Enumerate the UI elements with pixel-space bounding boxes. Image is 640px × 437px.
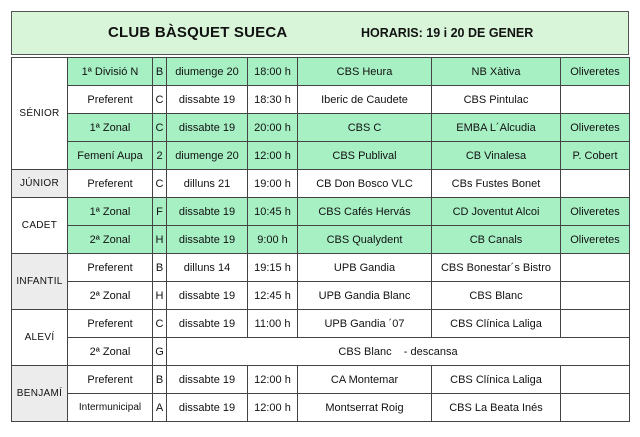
away-team-cell: NB Xàtiva (432, 58, 561, 86)
home-team-cell: UPB Gandia Blanc (298, 282, 432, 310)
day-cell: dilluns 14 (167, 254, 248, 282)
category-label: BENJAMÍ (12, 366, 68, 422)
league-cell: 1ª Zonal (68, 114, 153, 142)
group-cell: A (153, 394, 167, 422)
home-team-cell: CA Montemar (298, 366, 432, 394)
league-cell: Preferent (68, 86, 153, 114)
venue-cell: P. Cobert (561, 142, 630, 170)
time-cell: 18:30 h (248, 86, 298, 114)
away-team-cell: CBS Pintulac (432, 86, 561, 114)
table-row (12, 58, 630, 86)
time-cell: 20:00 h (248, 114, 298, 142)
day-cell: dissabte 19 (167, 86, 248, 114)
time-cell: 11:00 h (248, 310, 298, 338)
time-cell: 19:00 h (248, 170, 298, 198)
time-cell: 12:45 h (248, 282, 298, 310)
table-row (12, 198, 630, 226)
away-team-cell: CBs Fustes Bonet (432, 170, 561, 198)
time-cell: 12:00 h (248, 142, 298, 170)
bye-note: CBS Blanc - descansa (167, 338, 630, 366)
table-row (12, 226, 630, 254)
table-row (12, 86, 630, 114)
day-cell: dissabte 19 (167, 226, 248, 254)
league-cell: 2ª Zonal (68, 338, 153, 366)
away-team-cell: CB Canals (432, 226, 561, 254)
group-cell: H (153, 282, 167, 310)
day-cell: dissabte 19 (167, 310, 248, 338)
group-cell: B (153, 254, 167, 282)
day-cell: diumenge 20 (167, 58, 248, 86)
away-team-cell: CD Joventut Alcoi (432, 198, 561, 226)
group-cell: C (153, 310, 167, 338)
time-cell: 12:00 h (248, 366, 298, 394)
table-row (12, 394, 630, 422)
away-team-cell: EMBA L´Alcudia (432, 114, 561, 142)
home-team-cell: CB Don Bosco VLC (298, 170, 432, 198)
away-team-cell: CBS Clínica Laliga (432, 310, 561, 338)
category-label: SÉNIOR (12, 58, 68, 170)
day-cell: dilluns 21 (167, 170, 248, 198)
category-label: JÚNIOR (12, 170, 68, 198)
table-row (12, 170, 630, 198)
table-row (12, 114, 630, 142)
league-cell: Intermunicipal (68, 394, 153, 422)
away-team-cell: CBS Clínica Laliga (432, 366, 561, 394)
venue-cell (561, 170, 630, 198)
header-banner (11, 11, 629, 55)
venue-cell: Oliveretes (561, 58, 630, 86)
league-cell: Preferent (68, 310, 153, 338)
table-row (12, 254, 630, 282)
venue-cell (561, 366, 630, 394)
day-cell: dissabte 19 (167, 394, 248, 422)
group-cell: C (153, 170, 167, 198)
league-cell: 1ª Divisió N (68, 58, 153, 86)
schedule-sheet (11, 11, 629, 429)
home-team-cell: CBS Cafés Hervás (298, 198, 432, 226)
venue-cell (561, 282, 630, 310)
day-cell: diumenge 20 (167, 142, 248, 170)
home-team-cell: CBS C (298, 114, 432, 142)
time-cell: 19:15 h (248, 254, 298, 282)
day-cell: dissabte 19 (167, 282, 248, 310)
venue-cell (561, 310, 630, 338)
schedule-dates: HORARIS: 19 i 20 DE GENER (361, 26, 534, 40)
group-cell: C (153, 114, 167, 142)
league-cell: 2ª Zonal (68, 282, 153, 310)
league-cell: 1ª Zonal (68, 198, 153, 226)
club-title: CLUB BÀSQUET SUECA (108, 24, 288, 41)
home-team-cell: CBS Heura (298, 58, 432, 86)
league-cell: Preferent (68, 170, 153, 198)
home-team-cell: Iberic de Caudete (298, 86, 432, 114)
group-cell: C (153, 86, 167, 114)
time-cell: 12:00 h (248, 394, 298, 422)
league-cell: Femení Aupa (68, 142, 153, 170)
table-row (12, 310, 630, 338)
group-cell: B (153, 366, 167, 394)
schedule-table (11, 57, 630, 422)
home-team-cell: CBS Qualydent (298, 226, 432, 254)
table-row (12, 282, 630, 310)
home-team-cell: UPB Gandia ´07 (298, 310, 432, 338)
venue-cell (561, 394, 630, 422)
league-cell: Preferent (68, 254, 153, 282)
time-cell: 10:45 h (248, 198, 298, 226)
category-label: INFANTIL (12, 254, 68, 310)
day-cell: dissabte 19 (167, 114, 248, 142)
day-cell: dissabte 19 (167, 198, 248, 226)
time-cell: 9:00 h (248, 226, 298, 254)
home-team-cell: CBS Publival (298, 142, 432, 170)
venue-cell: Oliveretes (561, 226, 630, 254)
time-cell: 18:00 h (248, 58, 298, 86)
away-team-cell: CBS Bonestar´s Bistro (432, 254, 561, 282)
league-cell: Preferent (68, 366, 153, 394)
table-row (12, 338, 630, 366)
venue-cell: Oliveretes (561, 114, 630, 142)
away-team-cell: CBS Blanc (432, 282, 561, 310)
home-team-cell: UPB Gandia (298, 254, 432, 282)
venue-cell (561, 86, 630, 114)
venue-cell (561, 254, 630, 282)
home-team-cell: Montserrat Roig (298, 394, 432, 422)
group-cell: H (153, 226, 167, 254)
category-label: ALEVÍ (12, 310, 68, 366)
day-cell: dissabte 19 (167, 366, 248, 394)
group-cell: B (153, 58, 167, 86)
away-team-cell: CB Vinalesa (432, 142, 561, 170)
venue-cell: Oliveretes (561, 198, 630, 226)
group-cell: G (153, 338, 167, 366)
table-row (12, 366, 630, 394)
table-row (12, 142, 630, 170)
category-label: CADET (12, 198, 68, 254)
group-cell: 2 (153, 142, 167, 170)
group-cell: F (153, 198, 167, 226)
league-cell: 2ª Zonal (68, 226, 153, 254)
away-team-cell: CBS La Beata Inés (432, 394, 561, 422)
